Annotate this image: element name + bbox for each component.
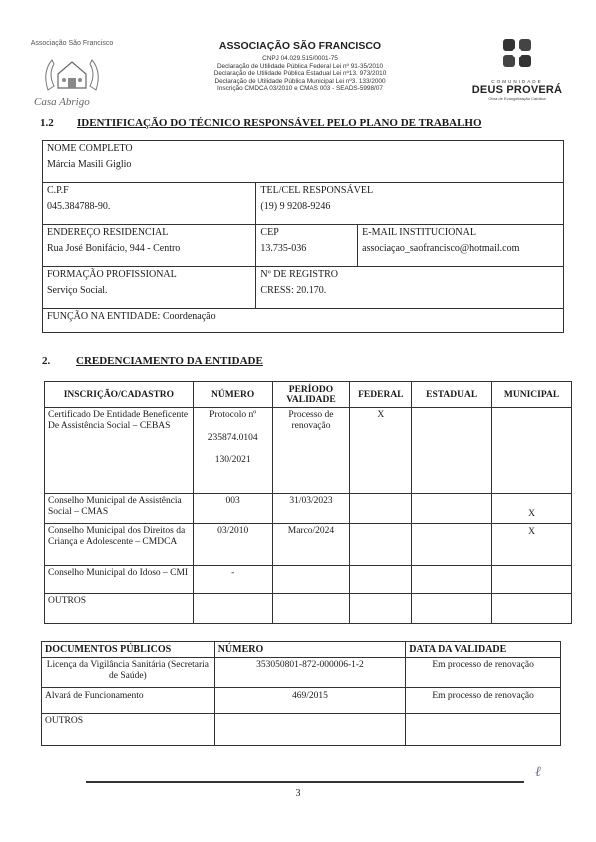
periodo-cell: [272, 594, 350, 624]
documentos-table: [41, 641, 561, 746]
right-logo-big: DEUS PROVERÁ: [471, 84, 563, 96]
credenciamento-table: [44, 381, 572, 624]
initials-signature-icon: ℓ: [535, 765, 541, 780]
endereco-label: ENDEREÇO RESIDENCIAL: [47, 227, 169, 238]
table-row: [45, 524, 572, 566]
header-inscricao: INSCRIÇÃO/CADASTRO: [45, 382, 194, 408]
doc-cell: Alvará de Funcionamento: [42, 688, 215, 714]
numero-cell: [193, 594, 272, 624]
table-row: [42, 658, 561, 688]
estadual-cell: [412, 594, 492, 624]
table-row: [42, 688, 561, 714]
numero-cell: 03/2010: [193, 524, 272, 566]
periodo-cell: Processo de renovação: [272, 408, 350, 494]
header-documentos: DOCUMENTOS PÚBLICOS: [42, 642, 215, 658]
nome-label: NOME COMPLETO: [47, 143, 133, 154]
nome-cell: [43, 141, 564, 183]
numero-cell: -: [193, 566, 272, 594]
section-1-title: [40, 117, 482, 129]
page-number: 3: [295, 788, 301, 799]
left-logo: [22, 40, 122, 112]
cep-cell: [256, 225, 358, 267]
community-logo-icon: [500, 36, 534, 70]
right-logo: [462, 36, 572, 112]
table-row: [45, 594, 572, 624]
email-cell: [358, 225, 564, 267]
inscricao-cell: Conselho Municipal do Idoso – CMI: [45, 566, 194, 594]
numero-line: 130/2021: [214, 455, 251, 465]
funcao-cell: [43, 309, 564, 333]
estadual-cell: [412, 494, 492, 524]
header-numero: NÚMERO: [193, 382, 272, 408]
numero-cell: 469/2015: [214, 688, 406, 714]
registro-label: Nº DE REGISTRO: [260, 269, 338, 280]
header-federal: FEDERAL: [350, 382, 412, 408]
org-name: ASSOCIAÇÃO SÃO FRANCISCO: [218, 40, 382, 52]
cep-value: 13.735-036: [260, 243, 307, 254]
header-line: CNPJ 04.029.515/0001-75: [262, 55, 338, 62]
municipal-cell: X: [492, 494, 572, 524]
registro-value: CRESS: 20.170.: [260, 285, 327, 296]
header-line: Declaração de Utilidade Pública Estadual Lei nº13. 973/2010: [213, 70, 387, 78]
municipal-cell: [492, 566, 572, 594]
tel-cell: [256, 183, 564, 225]
nome-value: Márcia Masili Giglio: [47, 159, 132, 170]
inscricao-cell: Certificado De Entidade Beneficente De Assistência Social – CEBAS: [45, 408, 194, 494]
periodo-cell: Marco/2024: [272, 524, 350, 566]
section-number: 2.: [42, 355, 51, 367]
periodo-cell: 31/03/2023: [272, 494, 350, 524]
numero-cell: 003: [193, 494, 272, 524]
house-hands-icon: [40, 50, 104, 96]
right-logo-tiny: Obra de Evangelização Católica: [488, 96, 546, 101]
header-estadual: ESTADUAL: [412, 382, 492, 408]
numero-line: Protocolo nº: [209, 410, 257, 420]
registro-cell: [256, 267, 564, 309]
header-periodo: PERÍODO VALIDADE: [272, 382, 350, 408]
estadual-cell: [412, 408, 492, 494]
numero-line: 235874.0104: [207, 432, 258, 443]
section-number: 1.2: [40, 117, 54, 129]
left-logo-text: Associação São Francisco: [30, 40, 114, 47]
formacao-value: Serviço Social.: [47, 285, 108, 296]
header-center: [150, 40, 450, 93]
federal-cell: [350, 494, 412, 524]
doc-cell: OUTROS: [42, 714, 215, 746]
header-municipal: MUNICIPAL: [492, 382, 572, 408]
left-logo-script: Casa Abrigo: [34, 96, 90, 108]
numero-cell: [214, 714, 406, 746]
tel-label: TEL/CEL RESPONSÁVEL: [260, 185, 374, 196]
email-label: E-MAIL INSTITUCIONAL: [362, 227, 476, 238]
header-line: Declaração de Utilidade Pública Municipal Lei nº3. 133/2000: [214, 77, 386, 85]
table-row: [45, 494, 572, 524]
section-2-title: [42, 355, 263, 367]
federal-cell: [350, 594, 412, 624]
table-row: [42, 714, 561, 746]
header-line: Inscrição CMDCA 03/2010 e CMAS 003 - SEADS-5998/07: [217, 85, 383, 93]
municipal-cell: X: [492, 524, 572, 566]
endereco-value: Rua José Bonifácio, 944 - Centro: [47, 243, 181, 254]
formacao-cell: [43, 267, 256, 309]
numero-cell: 353050801-872-000006-1-2: [214, 658, 406, 688]
right-logo-small: COMUNIDADE: [491, 79, 543, 84]
tel-value: (19) 9 9208-9246: [260, 201, 331, 212]
footer-rule: [86, 781, 524, 783]
municipal-cell: [492, 408, 572, 494]
validade-cell: [406, 714, 561, 746]
doc-cell: Licença da Vigilância Sanitária (Secretaria de Saúde): [42, 658, 215, 688]
section-title-text: CREDENCIAMENTO DA ENTIDADE: [76, 355, 263, 367]
inscricao-cell: Conselho Municipal dos Direitos da Criança e Adolescente – CMDCA: [45, 524, 194, 566]
federal-cell: [350, 524, 412, 566]
header-numero: NÚMERO: [214, 642, 406, 658]
endereco-cell: [43, 225, 256, 267]
technician-table: [42, 140, 564, 333]
header-line: Declaração de Utilidade Pública Federal Lei nº 91-35/2010: [216, 62, 384, 70]
numero-cell: [193, 408, 272, 494]
table-row: [45, 566, 572, 594]
formacao-label: FORMAÇÃO PROFISSIONAL: [47, 269, 177, 280]
funcao-text: FUNÇÃO NA ENTIDADE: Coordenação: [47, 311, 216, 322]
federal-cell: [350, 566, 412, 594]
estadual-cell: [412, 524, 492, 566]
validade-cell: Em processo de renovação: [406, 658, 561, 688]
inscricao-cell: Conselho Municipal de Assistência Social – CMAS: [45, 494, 194, 524]
municipal-cell: [492, 594, 572, 624]
cpf-cell: [43, 183, 256, 225]
header-validade: DATA DA VALIDADE: [406, 642, 561, 658]
inscricao-cell: OUTROS: [45, 594, 194, 624]
cpf-value: 045.384788-90.: [47, 201, 111, 212]
cep-label: CEP: [260, 227, 279, 238]
section-title-text: IDENTIFICAÇÃO DO TÉCNICO RESPONSÁVEL PELO PLANO DE TRABALHO: [77, 117, 482, 129]
estadual-cell: [412, 566, 492, 594]
email-value: associaçao_saofrancisco@hotmail.com: [362, 243, 520, 254]
federal-cell: X: [350, 408, 412, 494]
cpf-label: C.P.F: [47, 185, 69, 196]
periodo-cell: [272, 566, 350, 594]
validade-cell: Em processo de renovação: [406, 688, 561, 714]
table-row: [45, 408, 572, 494]
